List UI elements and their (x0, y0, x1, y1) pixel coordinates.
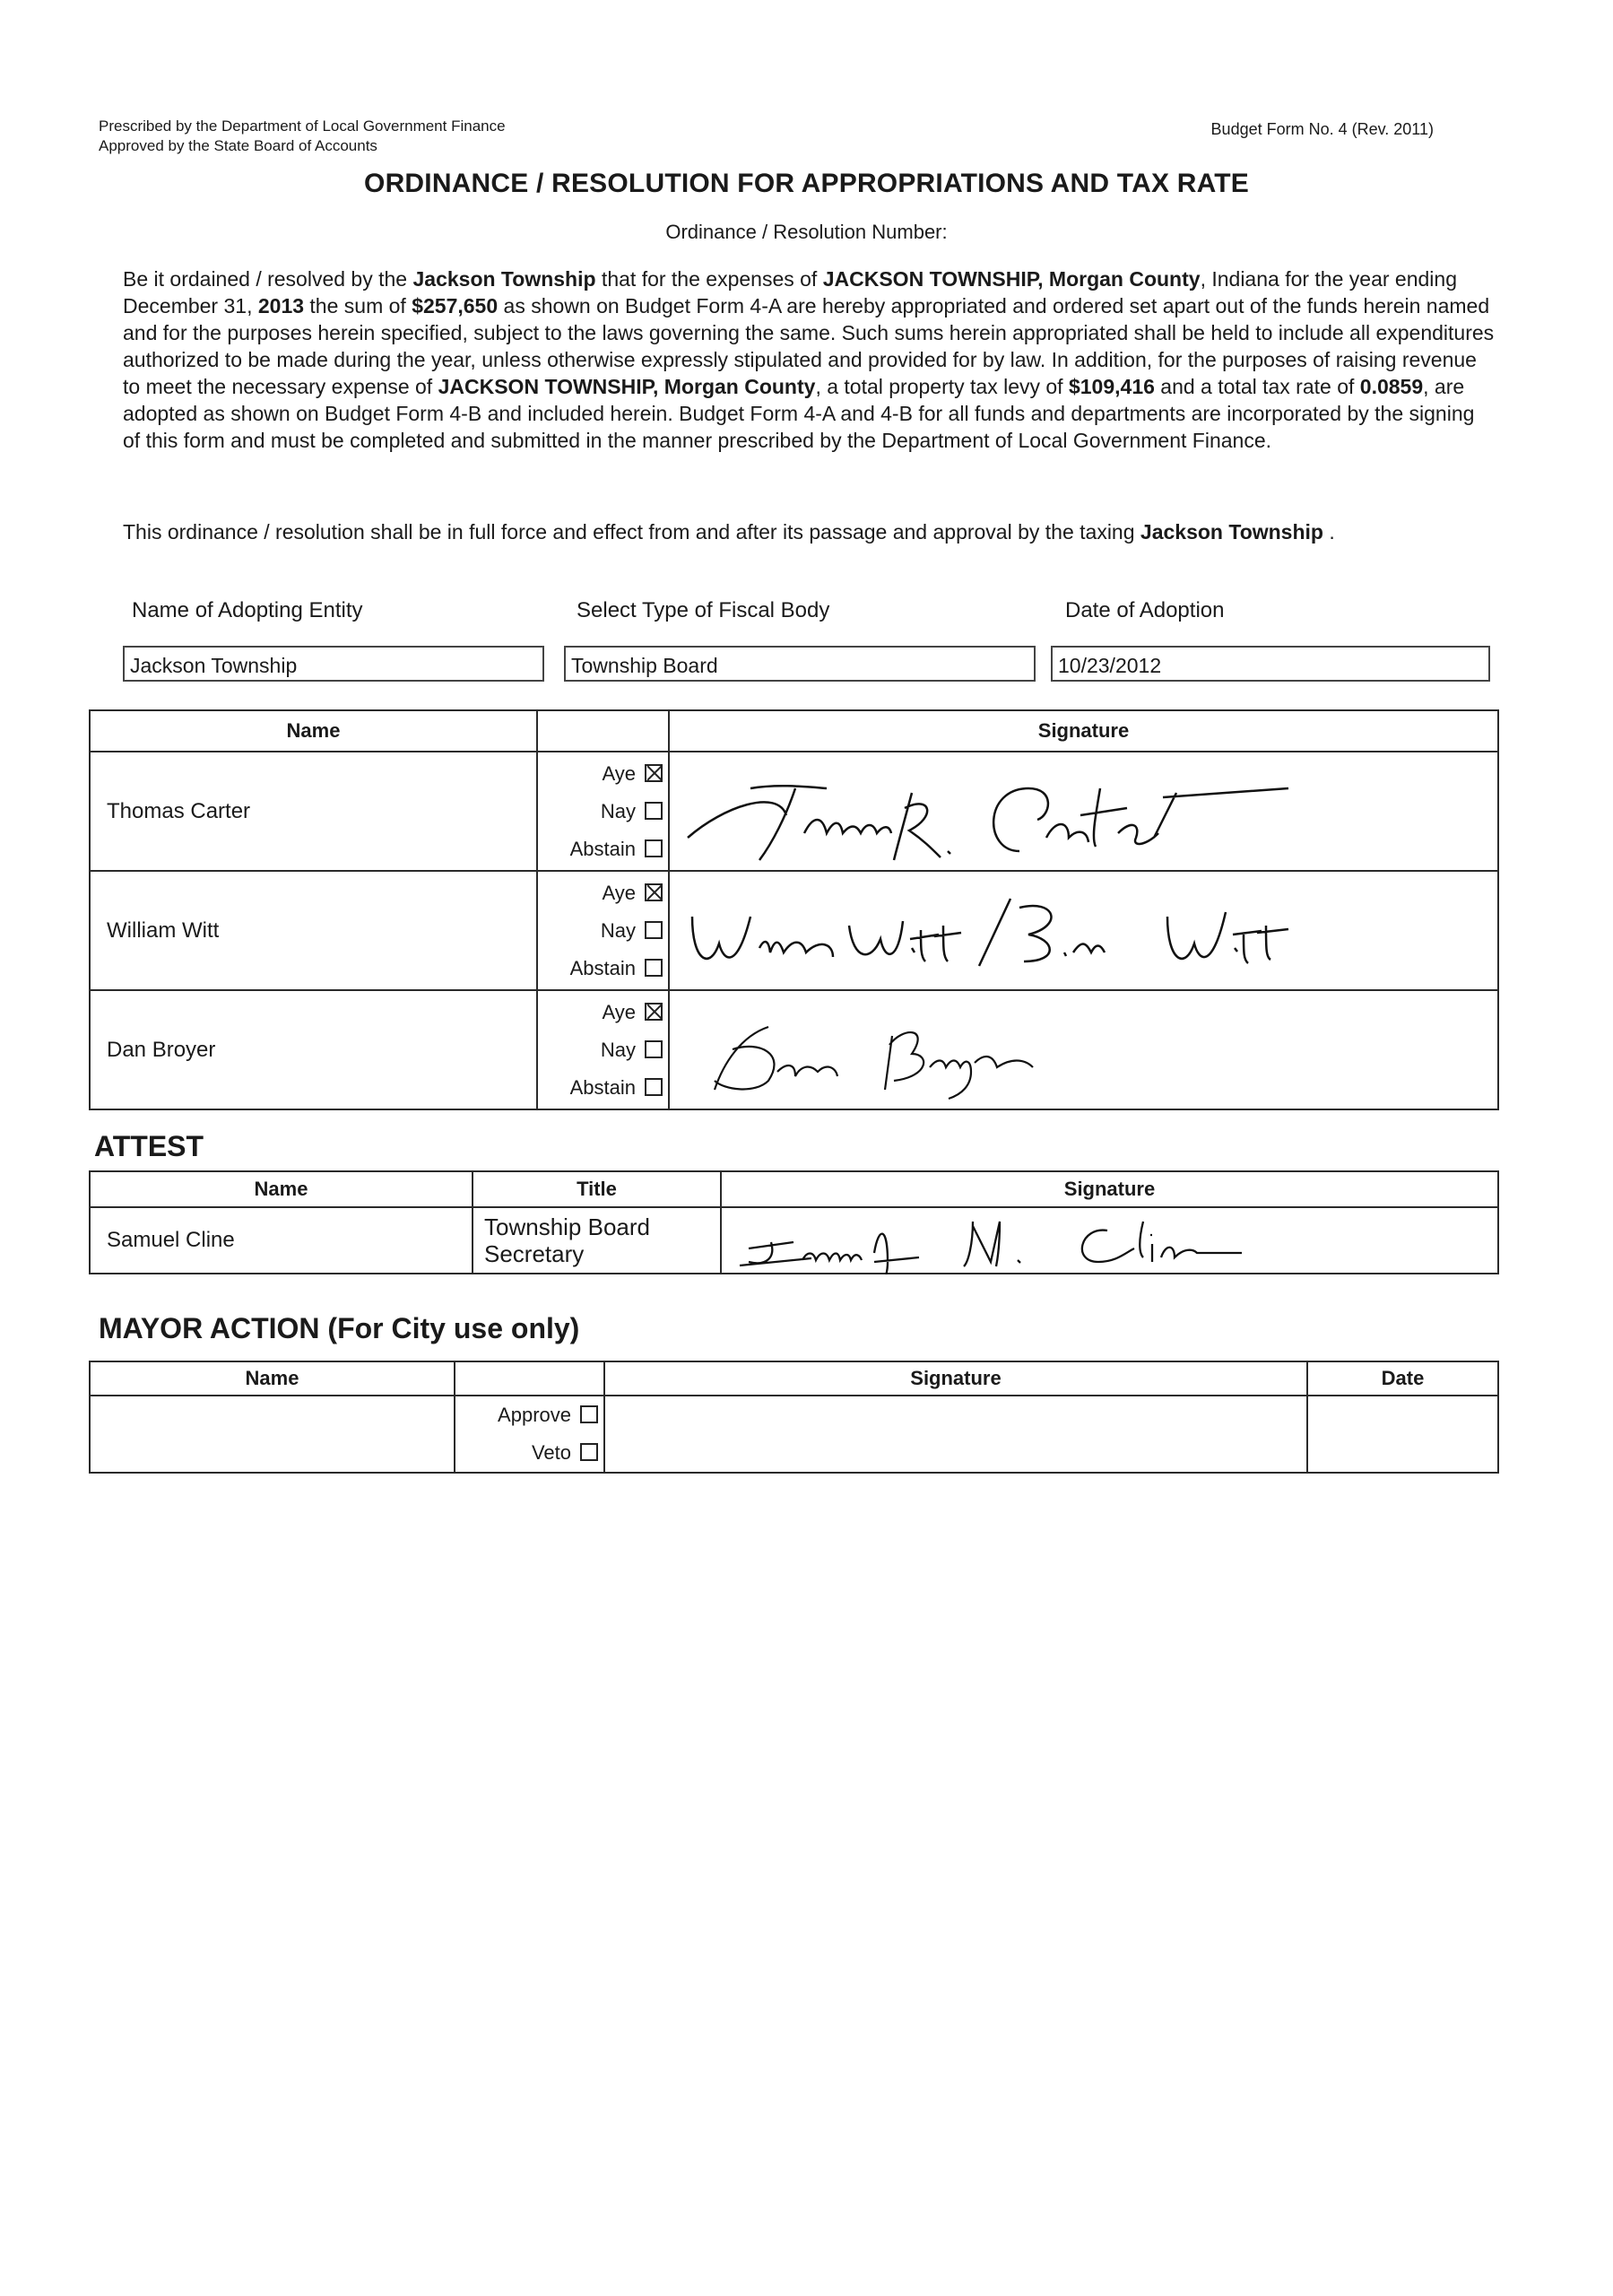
veto-checkbox[interactable] (580, 1443, 598, 1461)
nay-option[interactable] (538, 1031, 663, 1069)
page-title: ORDINANCE / RESOLUTION FOR APPROPRIATIONS AND TAX RATE (364, 169, 1249, 198)
table-row (90, 1207, 1498, 1274)
signature-stroke (740, 1222, 1242, 1274)
signature-samuel-cline (722, 1208, 1502, 1274)
nay-checkbox[interactable] (645, 921, 663, 939)
col-header-vote (537, 710, 669, 752)
para-text: This ordinance / resolution shall be in full force and effect from and after its passage and approval by the taxing (123, 520, 1140, 544)
adoption-date-label: Date of Adoption (1065, 598, 1225, 622)
signature-thomas-carter (670, 752, 1504, 872)
aye-label: Aye (602, 881, 636, 904)
mayor-date-cell[interactable] (1307, 1396, 1498, 1473)
approve-checkbox[interactable] (580, 1405, 598, 1423)
para-text: the sum of (304, 294, 412, 317)
col-header-action (455, 1361, 604, 1396)
mayor-name-cell[interactable] (90, 1396, 455, 1473)
para-text: . (1322, 520, 1335, 544)
signature-cell (721, 1207, 1498, 1274)
entity-county: JACKSON TOWNSHIP, Morgan County (438, 375, 816, 398)
vote-options (537, 871, 669, 990)
col-header-title: Title (473, 1171, 721, 1207)
veto-option[interactable] (455, 1434, 598, 1472)
fiscal-body-label: Select Type of Fiscal Body (577, 598, 830, 622)
fiscal-body-select[interactable]: Township Board (564, 646, 1036, 682)
para-text: , a total property tax levy of (815, 375, 1069, 398)
approve-option[interactable] (455, 1396, 598, 1434)
col-header-name: Name (90, 1171, 473, 1207)
nay-option[interactable] (538, 912, 663, 950)
aye-label: Aye (602, 761, 636, 785)
appropriation-sum: $257,650 (412, 294, 499, 317)
member-name: Thomas Carter (90, 752, 537, 871)
abstain-checkbox[interactable] (645, 1078, 663, 1096)
tax-levy: $109,416 (1068, 375, 1155, 398)
abstain-checkbox[interactable] (645, 959, 663, 977)
col-header-name: Name (90, 1361, 455, 1396)
abstain-option[interactable] (538, 831, 663, 868)
abstain-label: Abstain (569, 956, 636, 979)
vote-options (537, 752, 669, 871)
attest-heading: ATTEST (94, 1130, 204, 1162)
aye-checkbox[interactable] (645, 1003, 663, 1021)
aye-label: Aye (602, 1000, 636, 1023)
adopting-entity-field[interactable]: Jackson Township (123, 646, 544, 682)
nay-label: Nay (600, 799, 636, 822)
col-header-name: Name (90, 710, 537, 752)
member-name: William Witt (90, 871, 537, 990)
header-line-1: Prescribed by the Department of Local Government Finance (99, 117, 506, 135)
aye-checkbox[interactable] (645, 764, 663, 782)
budget-year: 2013 (257, 294, 305, 317)
col-header-signature: Signature (669, 710, 1498, 752)
para-text: , Indiana for the year ending December 31, (123, 267, 1457, 317)
approve-label: Approve (498, 1404, 571, 1426)
table-row (90, 752, 1498, 871)
vote-options (537, 990, 669, 1109)
para-text: , are adopted as shown on Budget Form 4-B and included herein. Budget Form 4-A and 4-B for all funds and departments are incorporated by the signing of this form and must be completed and submitted in the manner prescribed by the Department of Local Government Finance. (123, 375, 1475, 452)
aye-checkbox[interactable] (645, 883, 663, 901)
abstain-checkbox[interactable] (645, 839, 663, 857)
adoption-date-field[interactable]: 10/23/2012 (1051, 646, 1490, 682)
table-row (90, 871, 1498, 990)
col-header-date: Date (1307, 1361, 1498, 1396)
signature-stroke (692, 899, 1288, 966)
header-line-2: Approved by the State Board of Accounts (99, 137, 377, 154)
adopting-entity-label: Name of Adopting Entity (132, 598, 363, 622)
col-header-signature: Signature (721, 1171, 1498, 1207)
table-row (90, 1396, 1498, 1473)
abstain-label: Abstain (569, 837, 636, 860)
entity-name: Jackson Township (412, 267, 596, 291)
para-text: Be it ordained / resolved by the (123, 267, 413, 291)
effect-paragraph (123, 518, 1495, 545)
attest-title: Township Board Secretary (473, 1207, 721, 1274)
member-name: Dan Broyer (90, 990, 537, 1109)
signature-stroke (715, 1027, 1033, 1099)
signature-stroke (688, 786, 1288, 860)
para-text: and a total tax rate of (1154, 375, 1360, 398)
attest-name: Samuel Cline (90, 1207, 473, 1274)
aye-option[interactable] (538, 994, 663, 1031)
resolution-number-label: Ordinance / Resolution Number: (665, 221, 948, 243)
attest-table (89, 1170, 1499, 1274)
nay-label: Nay (600, 1038, 636, 1061)
abstain-option[interactable] (538, 1069, 663, 1107)
table-row (90, 990, 1498, 1109)
abstain-option[interactable] (538, 950, 663, 987)
taxing-entity: Jackson Township (1140, 520, 1323, 544)
tax-rate: 0.0859 (1359, 375, 1424, 398)
nay-label: Nay (600, 918, 636, 942)
mayor-action-heading: MAYOR ACTION (For City use only) (99, 1312, 580, 1344)
signature-william-witt (670, 872, 1504, 991)
nay-checkbox[interactable] (645, 802, 663, 820)
veto-label: Veto (531, 1441, 571, 1464)
abstain-label: Abstain (569, 1075, 636, 1099)
signature-dan-broyer (670, 991, 1504, 1110)
para-text: as shown on Budget Form 4-A are hereby appropriated and ordered set apart out of the funds herein named and for the purposes herein specified, subject to the laws governing the same. Such sums herein appropriated shall be held to include all expenditures authorized to be made during the year, unless otherwise expressly stipulated and provided for by law. In addition, for the purposes of raising revenue to meet the necessary expense of (123, 294, 1495, 398)
aye-option[interactable] (538, 755, 663, 793)
nay-option[interactable] (538, 793, 663, 831)
entity-county: JACKSON TOWNSHIP, Morgan County (822, 267, 1201, 291)
nay-checkbox[interactable] (645, 1040, 663, 1058)
votes-table (89, 709, 1499, 1110)
aye-option[interactable] (538, 874, 663, 912)
mayor-table (89, 1361, 1499, 1474)
mayor-action-options (455, 1396, 604, 1473)
para-text: that for the expenses of (595, 267, 823, 291)
ordinance-paragraph (123, 265, 1495, 454)
col-header-signature: Signature (604, 1361, 1307, 1396)
mayor-signature-cell[interactable] (604, 1396, 1307, 1473)
signature-cell (669, 990, 1498, 1109)
signature-cell (669, 871, 1498, 990)
header-prescribed (99, 117, 506, 156)
signature-cell (669, 752, 1498, 871)
form-number: Budget Form No. 4 (Rev. 2011) (1210, 120, 1434, 138)
